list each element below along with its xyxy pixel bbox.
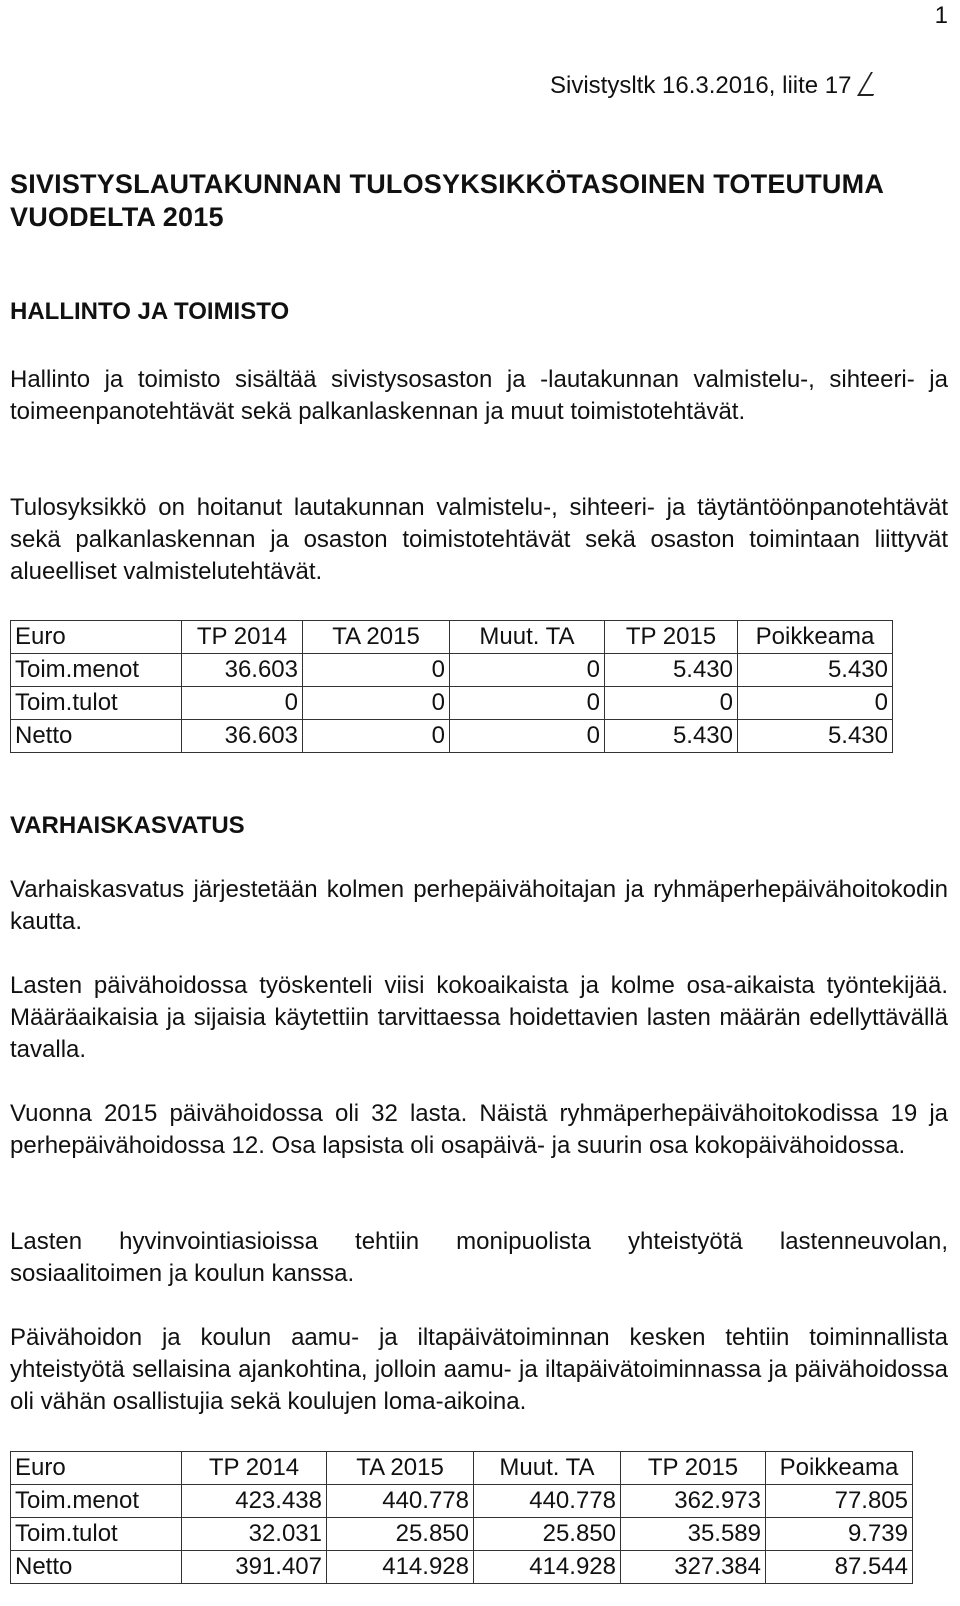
table-cell: 25.850: [327, 1518, 474, 1551]
table-cell: 423.438: [182, 1485, 327, 1518]
table-cell: 440.778: [474, 1485, 621, 1518]
table-cell: 0: [738, 687, 893, 720]
varhais-paragraph-4: Lasten hyvinvointiasioissa tehtiin monipuolista yhteistyötä lastenneuvolan, sosiaalitoimen ja koulun kanssa.: [10, 1228, 948, 1287]
table-cell: 0: [303, 720, 450, 753]
table-cell: 414.928: [474, 1551, 621, 1584]
table-cell: 5.430: [605, 654, 738, 687]
varhais-paragraph-3: Vuonna 2015 päivähoidossa oli 32 lasta. Näistä ryhmäperhepäivähoitokodissa 19 ja perhepäivähoidossa 12. Osa lapsista oli osapäivä- ja suurin osa kokopäivähoidossa.: [10, 1100, 948, 1159]
hallinto-paragraph-1: Hallinto ja toimisto sisältää sivistysosaston ja -lautakunnan valmistelu-, sihteeri- ja toimeenpanotehtävät sekä palkanlaskennan ja muut toimistotehtävät.: [10, 366, 948, 425]
table-cell: 35.589: [621, 1518, 766, 1551]
table-cell: Toim.menot: [11, 1485, 182, 1518]
table-cell: 414.928: [327, 1551, 474, 1584]
table-header-cell: Muut. TA: [474, 1452, 621, 1485]
table-header-cell: TP 2015: [621, 1452, 766, 1485]
table-header-cell: TA 2015: [327, 1452, 474, 1485]
page-number: 1: [934, 2, 948, 29]
header-reference: [550, 72, 880, 100]
table-header-cell: Muut. TA: [450, 621, 605, 654]
table-cell: 0: [303, 687, 450, 720]
varhais-paragraph-1: Varhaiskasvatus järjestetään kolmen perhepäivähoitajan ja ryhmäperhepäivähoitokodin kautta.: [10, 876, 948, 935]
table-header-cell: TA 2015: [303, 621, 450, 654]
table-header-cell: TP 2015: [605, 621, 738, 654]
table-header-cell: TP 2014: [182, 621, 303, 654]
annotation-mark-icon: [857, 72, 887, 96]
table-cell: 0: [605, 687, 738, 720]
table-cell: Toim.tulot: [11, 687, 182, 720]
table-cell: 25.850: [474, 1518, 621, 1551]
table-cell: 0: [450, 687, 605, 720]
document-title: SIVISTYSLAUTAKUNNAN TULOSYKSIKKÖTASOINEN TOTEUTUMA VUODELTA 2015: [10, 169, 884, 232]
table-header-cell: TP 2014: [182, 1452, 327, 1485]
table-cell: 391.407: [182, 1551, 327, 1584]
table-cell: 87.544: [766, 1551, 913, 1584]
table-cell: 36.603: [182, 654, 303, 687]
hallinto-paragraph-2: Tulosyksikkö on hoitanut lautakunnan valmistelu-, sihteeri- ja täytäntöönpanotehtävät sekä palkanlaskennan ja osaston toimistotehtävät sekä osaston toimintaan liittyvät alueelliset valmistelutehtävät.: [10, 494, 948, 585]
varhais-paragraph-5: Päivähoidon ja koulun aamu- ja iltapäivätoiminnan kesken tehtiin toiminnallista yhteistyötä sellaisina ajankohtina, jolloin aamu- ja iltapäivätoiminnassa ja päivähoidossa oli vähän osallistujia sekä koulujen loma-aikoina.: [10, 1324, 948, 1415]
varhais-paragraph-2: Lasten päivähoidossa työskenteli viisi kokoaikaista ja kolme osa-aikaista työntekijää. Määräaikaisia ja sijaisia käytettiin tarvittaessa hoidettavien lasten määrän edellyttävällä tavalla.: [10, 972, 948, 1063]
table-cell: 9.739: [766, 1518, 913, 1551]
table-header-row: [11, 1452, 913, 1485]
table-cell: 0: [450, 654, 605, 687]
table-cell: Netto: [11, 1551, 182, 1584]
table-row: [11, 720, 893, 753]
table-cell: Netto: [11, 720, 182, 753]
table-cell: 5.430: [738, 654, 893, 687]
table-cell: 32.031: [182, 1518, 327, 1551]
table-row: [11, 1485, 913, 1518]
table-cell: 0: [182, 687, 303, 720]
table-cell: 36.603: [182, 720, 303, 753]
table-cell: 362.973: [621, 1485, 766, 1518]
table-header-cell: Euro: [11, 1452, 182, 1485]
table-row: [11, 1551, 913, 1584]
table-cell: Toim.tulot: [11, 1518, 182, 1551]
table-cell: 0: [450, 720, 605, 753]
varhais-finance-table: [10, 1451, 913, 1584]
table-cell: 5.430: [738, 720, 893, 753]
table-cell: 77.805: [766, 1485, 913, 1518]
hallinto-finance-table: [10, 620, 893, 753]
table-row: [11, 654, 893, 687]
table-header-cell: Poikkeama: [738, 621, 893, 654]
table-cell: 440.778: [327, 1485, 474, 1518]
table-row: [11, 1518, 913, 1551]
table-header-cell: Euro: [11, 621, 182, 654]
header-reference-text: Sivistysltk 16.3.2016, liite 17: [550, 72, 852, 99]
section-heading-hallinto: HALLINTO JA TOIMISTO: [10, 298, 290, 325]
table-header-row: [11, 621, 893, 654]
table-cell: Toim.menot: [11, 654, 182, 687]
section-heading-varhaiskasvatus: VARHAISKASVATUS: [10, 812, 245, 839]
table-cell: 5.430: [605, 720, 738, 753]
table-cell: 0: [303, 654, 450, 687]
table-header-cell: Poikkeama: [766, 1452, 913, 1485]
table-cell: 327.384: [621, 1551, 766, 1584]
table-row: [11, 687, 893, 720]
